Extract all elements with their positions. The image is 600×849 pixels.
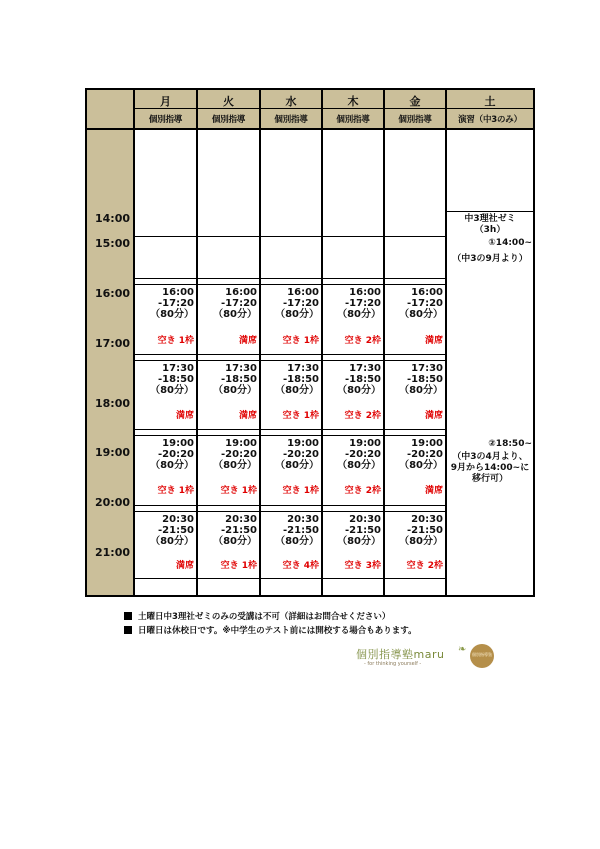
slot-start: 17:30 [287,363,319,374]
slot-end: -20:20 [283,449,319,460]
slot-end: -21:50 [158,525,194,536]
seal-text: 個別指導塾 [472,652,492,657]
slot-duration: （80分） [399,536,443,547]
logo-tagline: - for thinking yourself - [364,661,422,667]
slot-start: 20:30 [225,514,257,525]
slot-end: -17:20 [158,298,194,309]
slot-start: 19:00 [162,438,194,449]
slot-end: -21:50 [221,525,257,536]
slot-time-block [260,438,319,471]
day-header-sat: 土 [484,95,496,108]
slot-start: 16:00 [162,287,194,298]
slot-start: 20:30 [162,514,194,525]
slot-duration: （80分） [150,536,194,547]
availability-badge: 空き 1枠 [220,561,257,571]
slot-duration: （80分） [337,309,381,320]
course-label-mon: 個別指導 [148,115,183,125]
slot-start: 19:00 [287,438,319,449]
availability-badge: 満席 [238,336,257,346]
grid-hline [134,435,446,436]
note-saturday-seminar [124,610,390,622]
day-header-tue: 火 [223,95,234,108]
slot-end: -21:50 [345,525,381,536]
time-column [86,129,134,596]
slot-time-block [134,363,194,396]
course-label-tue: 個別指導 [211,115,246,125]
slot-time-block [197,287,257,320]
slot-duration: （80分） [275,536,319,547]
slot-end: -18:50 [158,374,194,385]
availability-badge: 満席 [424,411,443,421]
grid-hline [134,108,534,109]
slot-start: 17:30 [411,363,443,374]
saturday-session2-note-line: 移行可） [471,474,508,484]
saturday-seminar-title: 中3理社ゼミ [464,214,516,224]
slot-end: -17:20 [345,298,381,309]
saturday-session2-time: ②18:50~ [488,439,532,449]
slot-duration: （80分） [150,385,194,396]
note-sunday-closed [124,624,417,636]
slot-duration: （80分） [213,309,257,320]
slot-duration: （80分） [399,385,443,396]
day-header-wed: 水 [285,95,297,108]
availability-badge: 空き 2枠 [344,486,381,496]
slot-duration: （80分） [213,536,257,547]
slot-end: -21:50 [283,525,319,536]
grid-border-top [85,88,535,90]
slot-time-block [322,438,381,471]
course-label-sat: 演習（中3のみ） [458,115,522,125]
availability-badge: 空き 1枠 [157,486,194,496]
slot-end: -18:50 [283,374,319,385]
note-text: 土曜日中3理社ゼミのみの受講は不可（詳細はお問合せください） [138,612,391,622]
slot-time-block [322,514,381,547]
availability-badge: 満席 [175,561,194,571]
grid-hline [134,354,446,355]
grid-hline [446,211,534,212]
logo-text: 個別指導塾maru [356,648,445,661]
grid-hline [134,511,446,512]
slot-start: 20:30 [349,514,381,525]
slot-start: 16:00 [287,287,319,298]
slot-start: 16:00 [225,287,257,298]
slot-time-block [384,514,443,547]
grid-hline [134,505,446,506]
slot-time-block [260,514,319,547]
slot-start: 19:00 [349,438,381,449]
slot-start: 19:00 [225,438,257,449]
slot-end: -17:20 [283,298,319,309]
grid-hline [134,284,446,285]
slot-end: -20:20 [407,449,443,460]
availability-badge: 空き 1枠 [282,336,319,346]
slot-duration: （80分） [213,385,257,396]
availability-badge: 満席 [424,486,443,496]
grid-hline [134,236,446,237]
availability-badge: 満席 [175,411,194,421]
slot-time-block [134,514,194,547]
time-label: 15:00 [95,237,131,250]
day-header-fri: 金 [409,95,421,108]
availability-badge: 空き 1枠 [282,486,319,496]
slot-end: -18:50 [407,374,443,385]
saturday-session2-note-line: （中3の4月より、 [452,452,528,462]
slot-time-block [260,363,319,396]
slot-time-block [134,287,194,320]
slot-duration: （80分） [150,460,194,471]
availability-badge: 空き 4枠 [282,561,319,571]
saturday-session1-time: ①14:00~ [488,238,532,248]
day-header-mon: 月 [160,95,171,108]
availability-badge: 空き 1枠 [157,336,194,346]
slot-end: -20:20 [221,449,257,460]
slot-time-block [384,438,443,471]
slot-duration: （80分） [337,536,381,547]
grid-border-left [85,88,87,597]
slot-end: -17:20 [221,298,257,309]
slot-start: 16:00 [349,287,381,298]
slot-duration: （80分） [150,309,194,320]
grid-border-bottom [85,595,535,597]
slot-duration: （80分） [399,460,443,471]
slot-time-block [197,514,257,547]
slot-time-block [384,287,443,320]
bullet-square-icon [124,626,132,634]
availability-badge: 満席 [424,336,443,346]
day-header-thu: 木 [347,95,359,108]
course-label-wed: 個別指導 [274,115,308,125]
time-label: 14:00 [95,212,131,225]
slot-start: 20:30 [411,514,443,525]
slot-end: -18:50 [221,374,257,385]
slot-end: -17:20 [407,298,443,309]
saturday-session1-note: （中3の9月より） [452,254,528,264]
slot-time-block [260,287,319,320]
availability-badge: 空き 2枠 [344,411,381,421]
time-label: 20:00 [95,496,131,509]
time-label: 21:00 [95,546,131,559]
time-label: 18:00 [95,397,131,410]
grid-hline [85,128,535,130]
slot-start: 17:30 [225,363,257,374]
slot-end: -21:50 [407,525,443,536]
slot-time-block [197,438,257,471]
slot-time-block [384,363,443,396]
grid-border-right [533,88,535,597]
slot-time-block [197,363,257,396]
slot-duration: （80分） [337,385,381,396]
availability-badge: 空き 1枠 [282,411,319,421]
availability-badge: 空き 2枠 [406,561,443,571]
slot-duration: （80分） [399,309,443,320]
availability-badge: 空き 1枠 [220,486,257,496]
time-label: 17:00 [95,337,131,350]
course-label-thu: 個別指導 [336,115,370,125]
grid-hline [134,429,446,430]
grid-hline [134,360,446,361]
grid-vline [445,88,447,597]
saturday-seminar-hours: （3h） [474,225,506,235]
slot-end: -20:20 [158,449,194,460]
slot-time-block [322,287,381,320]
availability-badge: 空き 3枠 [344,561,381,571]
logo-leaf-icon: ❧ [458,644,467,655]
availability-badge: 空き 2枠 [344,336,381,346]
slot-time-block [322,363,381,396]
slot-start: 19:00 [411,438,443,449]
note-text: 日曜日は休校日です。※中学生のテスト前には開校する場合もあります。 [138,626,417,636]
slot-duration: （80分） [275,385,319,396]
slot-duration: （80分） [337,460,381,471]
school-seal-icon [470,644,494,668]
availability-badge: 満席 [238,411,257,421]
bullet-square-icon [124,612,132,620]
saturday-session2-note-line: 9月から14:00~に [450,463,530,473]
slot-duration: （80分） [275,460,319,471]
slot-duration: （80分） [275,309,319,320]
grid-hline [134,578,446,579]
course-label-fri: 個別指導 [398,115,432,125]
saturday-session2-note [446,452,534,485]
slot-start: 17:30 [162,363,194,374]
slot-start: 16:00 [411,287,443,298]
header-corner-cell [86,89,134,129]
slot-time-block [134,438,194,471]
slot-end: -20:20 [345,449,381,460]
slot-duration: （80分） [213,460,257,471]
slot-start: 20:30 [287,514,319,525]
slot-end: -18:50 [345,374,381,385]
grid-hline [134,278,446,279]
time-label: 19:00 [95,446,131,459]
time-label: 16:00 [95,287,131,300]
slot-start: 17:30 [349,363,381,374]
